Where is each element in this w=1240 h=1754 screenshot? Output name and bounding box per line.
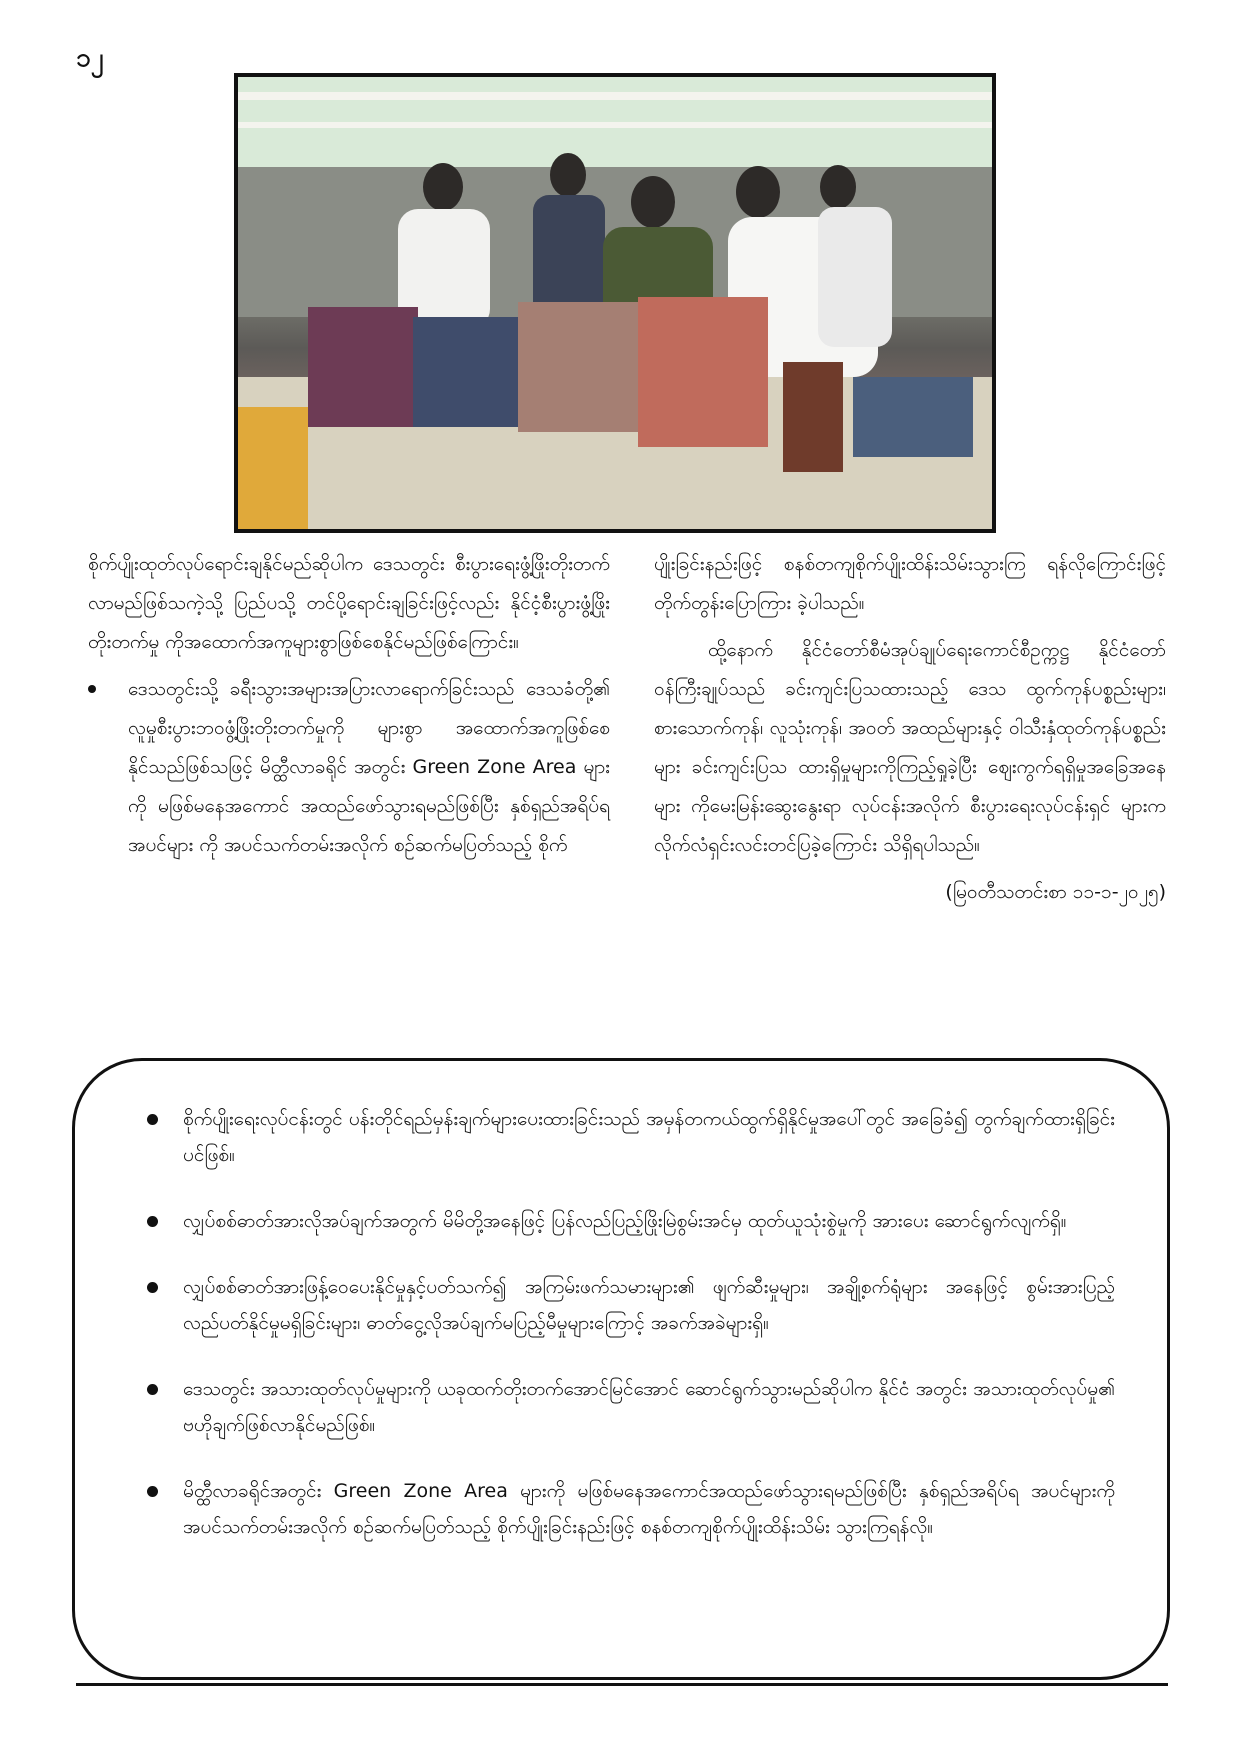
left-paragraph: စိုက်ပျိုးထုတ်လုပ်ရောင်းချနိုင်မည်ဆိုပါက ဒေသတွင်း စီးပွားရေးဖွံ့ဖြိုးတိုးတက်လာမည်ဖြစ်သကဲ့သို့ ပြည်ပသို့ တင်ပို့ရောင်းချခြင်းဖြင့်လည်း နိုင်ငံ့စီးပွားဖွံ့ဖြိုးတိုးတက်မှု ကိုအထောက်အကူများစွာဖြစ်စေနိုင်မည်ဖြစ်ကြောင်း။ (88, 553, 610, 653)
photo-light-row-1 (238, 92, 992, 100)
summary-item-text: လျှပ်စစ်ဓာတ်အားဖြန့်ဝေပေးနိုင်မှုနှင့်ပတ်သက်၍ အကြမ်းဖက်သမားများ၏ ဖျက်ဆီးမှုများ၊ အချို့စက်ရုံများ အနေဖြင့် စွမ်းအားပြည့်လည်ပတ်နိုင်မှုမရှိခြင်းများ၊ ဓာတ်ငွေ့လိုအပ်ချက်မပြည့်မီမှုများကြောင့် အခက်အခဲများရှိ။ (183, 1276, 1115, 1334)
photo-illustration (238, 77, 992, 529)
summary-item-text: ဒေသတွင်း အသားထုတ်လုပ်မှုများကို ယခုထက်တိုးတက်အောင်မြင်အောင် ဆောင်ရွက်သွားမည်ဆိုပါက နိုင်ငံ အတွင်း အသားထုတ်လုပ်မှု၏ ဗဟိုချက်ဖြစ်လာနိုင်မည်ဖြစ်။ (183, 1378, 1115, 1436)
summary-box (72, 1058, 1170, 1680)
left-bullet-item (88, 670, 610, 865)
left-bullet-text: ဒေသတွင်းသို့ ခရီးသွားအများအပြားလာရောက်ခြင်းသည် ဒေသခံတို့၏ လူမှုစီးပွားဘဝဖွံ့ဖြိုးတိုးတက်မှုကို များစွာ အထောက်အကူဖြစ်စေနိုင်သည်ဖြစ်သဖြင့် မိတ္ထီလာခရိုင် အတွင်း Green Zone Area များကို မဖြစ်မနေအကောင် အထည်ဖော်သွားရမည်ဖြစ်ပြီး နှစ်ရှည်အရိပ်ရအပင်များ ကို အပင်သက်တမ်းအလိုက် စဉ်ဆက်မပြတ်သည့် စိုက် (128, 678, 610, 856)
photo-light-row-2 (238, 122, 992, 128)
right-column (654, 545, 1166, 920)
summary-item (147, 1371, 1115, 1443)
bullet-dot-icon (147, 1384, 158, 1395)
photo-table-skirt (238, 407, 308, 529)
summary-item (147, 1269, 1115, 1341)
left-column (88, 545, 610, 865)
footer-divider (76, 1683, 1168, 1686)
summary-item (147, 1101, 1115, 1173)
summary-item (147, 1473, 1115, 1545)
right-paragraph-continued: ပျိုးခြင်းနည်းဖြင့် စနစ်တကျစိုက်ပျိုးထိန်းသိမ်းသွားကြ ရန်လိုကြောင်းဖြင့် တိုက်တွန်းပြောကြား ခဲ့ပါသည်။ (654, 553, 1166, 614)
news-photo (234, 73, 996, 533)
page-number: ၁၂ (76, 43, 104, 73)
summary-item-text: လျှပ်စစ်ဓာတ်အားလိုအပ်ချက်အတွက် မိမိတို့အနေဖြင့် ပြန်လည်ပြည့်ဖြိုးမြဲစွမ်းအင်မှ ထုတ်ယူသုံးစွဲမှုကို အားပေး ဆောင်ရွက်လျက်ရှိ။ (183, 1210, 1067, 1232)
summary-item-text: မိတ္ထီလာခရိုင်အတွင်း Green Zone Area များကို မဖြစ်မနေအကောင်အထည်ဖော်သွားရမည်ဖြစ်ပြီး နှစ်ရှည်အရိပ်ရ အပင်များကို အပင်သက်တမ်းအလိုက် စဉ်ဆက်မပြတ်သည့် စိုက်ပျိုးခြင်းနည်းဖြင့် စနစ်တကျစိုက်ပျိုးထိန်းသိမ်း သွားကြရန်လို။ (183, 1480, 1115, 1538)
bullet-dot-icon (147, 1216, 158, 1227)
bullet-dot-icon (147, 1486, 158, 1497)
summary-item (147, 1203, 1115, 1239)
right-paragraph: ထို့နောက် နိုင်ငံတော်စီမံအုပ်ချုပ်ရေးကောင်စီဥက္ကဋ္ဌ နိုင်ငံတော်ဝန်ကြီးချုပ်သည် ခင်းကျင်းပြသထားသည့် ဒေသ ထွက်ကုန်ပစ္စည်းများ၊ စားသောက်ကုန်၊ လူသုံးကုန်၊ အဝတ် အထည်များနှင့် ဝါသီးနှံထုတ်ကုန်ပစ္စည်းများ ခင်းကျင်းပြသ ထားရှိမှုများကိုကြည့်ရှုခဲ့ပြီး ဈေးကွက်ရရှိမှုအခြေအနေများ ကိုမေးမြန်းဆွေးနွေးရာ လုပ်ငန်းအလိုက် စီးပွားရေးလုပ်ငန်းရှင် များက လိုက်လံရှင်းလင်းတင်ပြခဲ့ကြောင်း သိရှိရပါသည်။ (654, 639, 1166, 856)
news-source: (မြဝတီသတင်းစာ ၁၁-၁-၂၀၂၅) (945, 881, 1166, 903)
bullet-dot-icon (147, 1282, 158, 1293)
bullet-dot-icon (147, 1114, 158, 1125)
summary-item-text: စိုက်ပျိုးရေးလုပ်ငန်းတွင် ပန်းတိုင်ရည်မှန်းချက်များပေးထားခြင်းသည် အမှန်တကယ်ထွက်ရှိနိုင်မှုအပေါ်တွင် အခြေခံ၍ တွက်ချက်ထားရှိခြင်းပင်ဖြစ်။ (183, 1108, 1115, 1166)
bullet-dot-icon (88, 685, 96, 693)
